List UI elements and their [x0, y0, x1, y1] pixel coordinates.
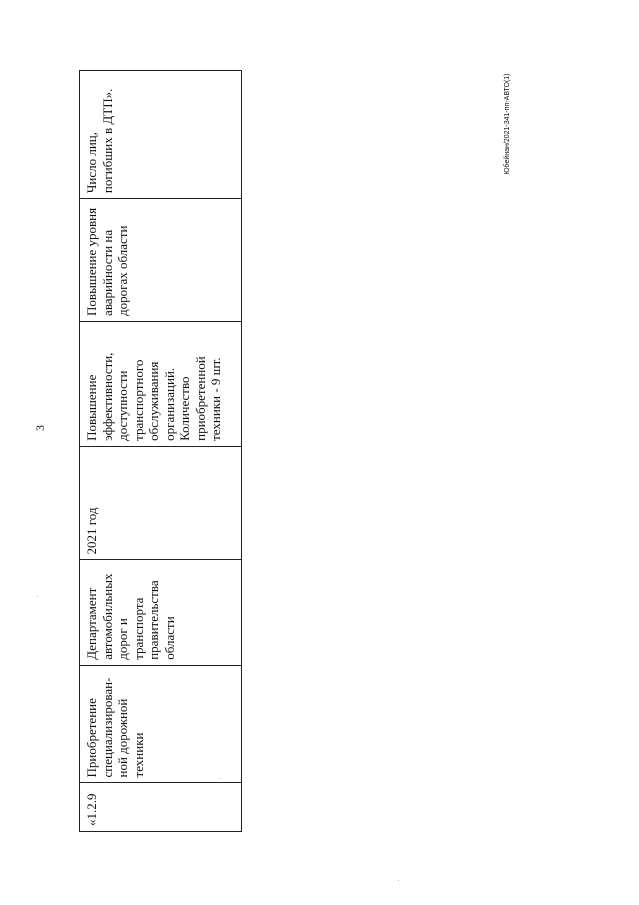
page-number: 3 — [33, 425, 47, 431]
measures-table — [79, 70, 242, 832]
document-code: Юбейнан/2021-341-пп-АВТО(1) — [504, 73, 511, 175]
cell-consequences: Повышение уровня аварийности на дорогах области — [80, 199, 242, 322]
scan-speck — [37, 596, 38, 597]
cell-expected-result: Повышение эффективности, доступности транспортного обслуживания организаций. Количество приобретенной техники - 9 шт. — [80, 321, 242, 446]
scan-speck — [398, 880, 399, 881]
table-row — [80, 71, 242, 832]
cell-indicator: Число лиц, погибших в ДТП». — [80, 71, 242, 199]
scan-speck — [219, 778, 220, 779]
cell-item-number: «1.2.9 — [80, 783, 242, 832]
table-container — [79, 70, 242, 832]
cell-responsible: Департамент автомобильных дорог и транспорта правительства области — [80, 560, 242, 665]
cell-measure-name: Приобретение специализирован-ной дорожной техники — [80, 665, 242, 783]
cell-period: 2021 год — [80, 446, 242, 560]
